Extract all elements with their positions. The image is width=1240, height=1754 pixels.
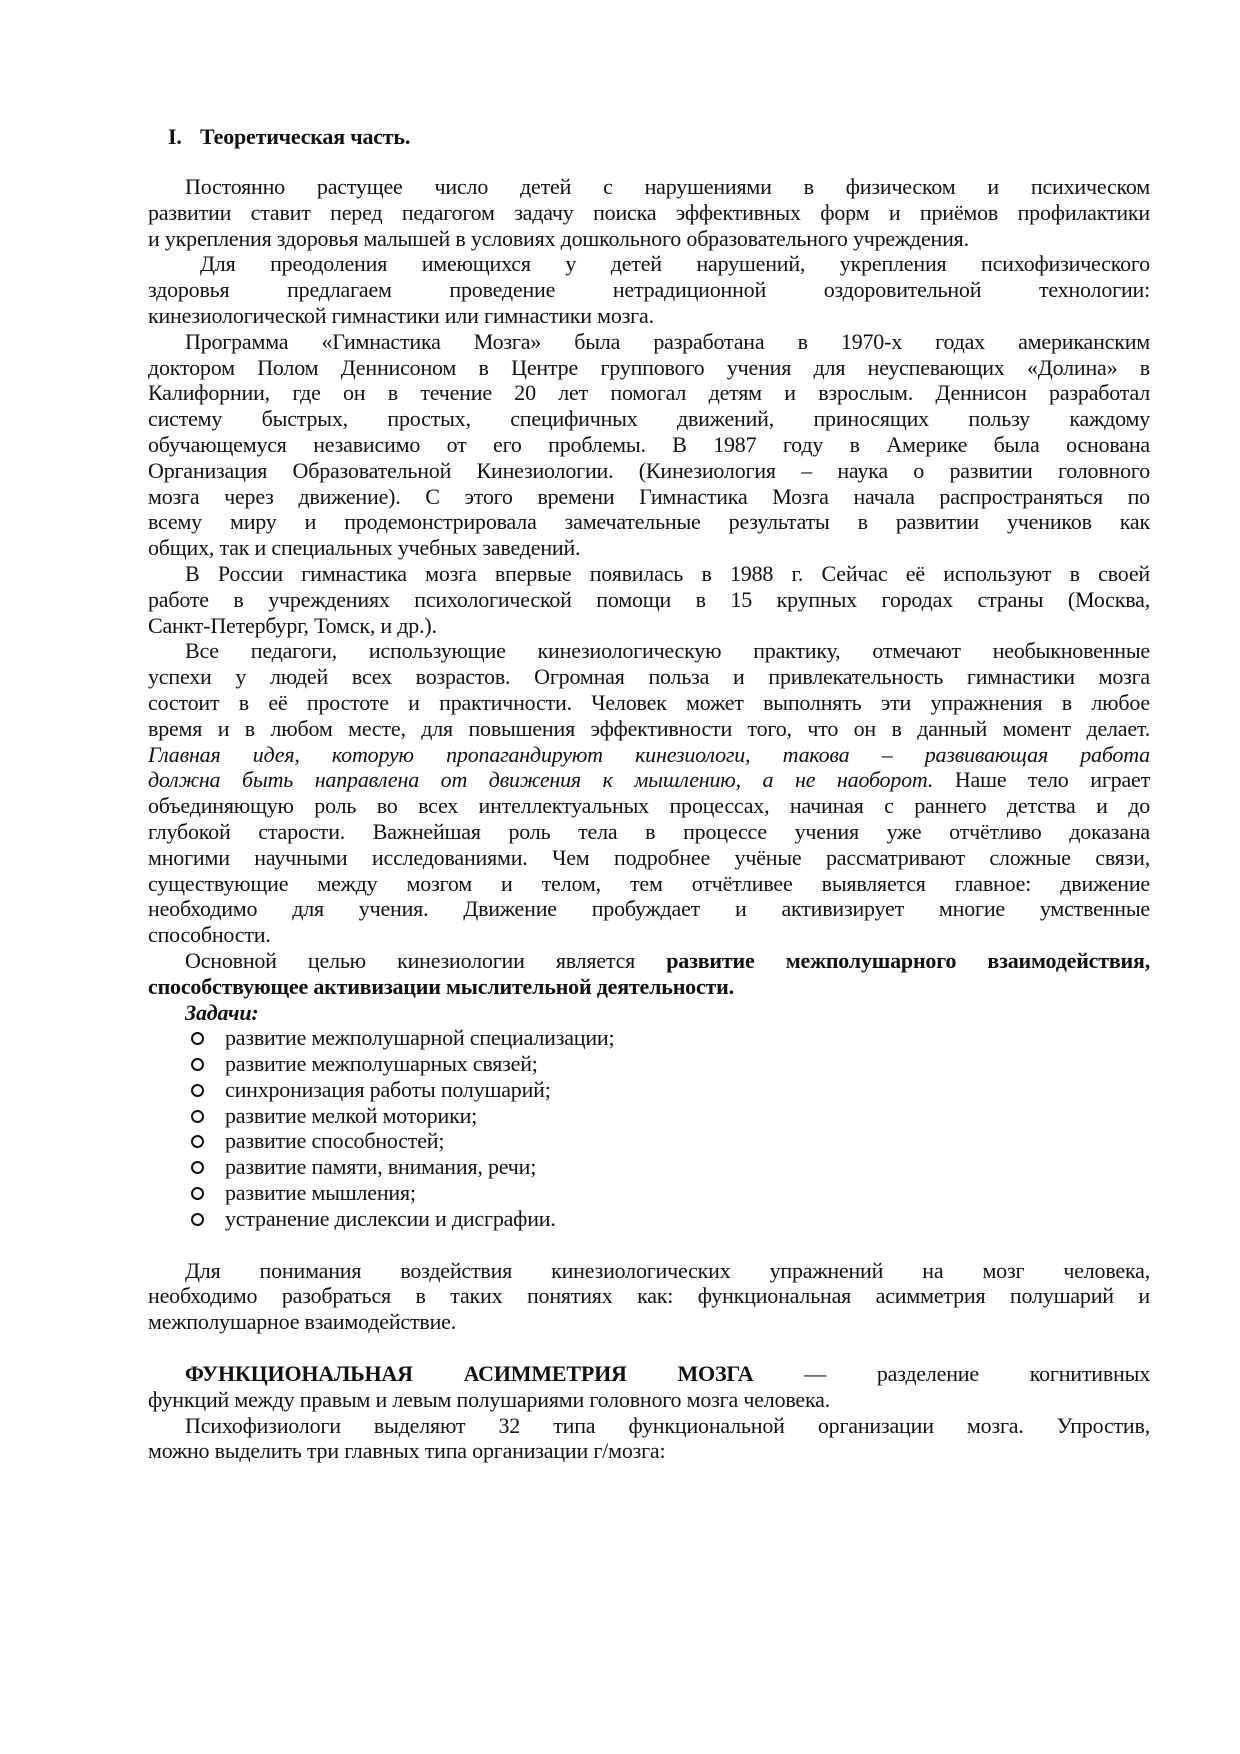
text-line bbox=[148, 587, 1150, 613]
paragraph bbox=[148, 561, 1150, 638]
paragraph bbox=[148, 1258, 1150, 1335]
list-item bbox=[148, 1103, 1150, 1129]
text-segment: В России гимнастика мозга впервые появилась в 1988 г. Сейчас её используют в своей bbox=[185, 560, 1150, 586]
text-line bbox=[148, 896, 1150, 922]
text-segment: общих, так и специальных учебных заведений. bbox=[148, 535, 581, 561]
text-segment: работе в учреждениях психологической помощи в 15 крупных городах страны (Москва, bbox=[148, 586, 1150, 612]
text-segment: — разделение когнитивных bbox=[753, 1361, 1150, 1387]
section-number: I. bbox=[168, 124, 182, 149]
text-segment: Для преодоления имеющихся у детей нарушений, укрепления психофизического bbox=[200, 251, 1150, 277]
paragraph bbox=[148, 329, 1150, 561]
text-line bbox=[148, 226, 1150, 252]
text-line bbox=[148, 1258, 1150, 1284]
text-segment: Все педагоги, использующие кинезиологическую практику, отмечают необыкновенные bbox=[185, 638, 1150, 664]
text-line bbox=[148, 329, 1150, 355]
text-segment: развитии ставит перед педагогом задачу поиска эффективных форм и приёмов профилактики bbox=[148, 199, 1150, 225]
text-line bbox=[148, 355, 1150, 381]
list-item-text: развитие межполушарных связей; bbox=[225, 1051, 538, 1077]
italic-text: должна быть направлена от движения к мышлению, а не наоборот. bbox=[148, 767, 934, 793]
text-line bbox=[148, 200, 1150, 226]
text-segment: систему быстрых, простых, специфичных движений, приносящих пользу каждому bbox=[148, 406, 1150, 432]
text-line bbox=[148, 535, 1150, 561]
text-segment: многими научными исследованиями. Чем подробнее учёные рассматривают сложные связи, bbox=[148, 844, 1150, 870]
paragraph bbox=[148, 1413, 1150, 1465]
text-line bbox=[148, 1387, 1150, 1413]
tasks-list bbox=[148, 1025, 1150, 1231]
text-line bbox=[148, 458, 1150, 484]
circle-bullet-icon bbox=[191, 1110, 204, 1123]
list-item-text: развитие памяти, внимания, речи; bbox=[225, 1154, 537, 1180]
text-segment: необходимо разобраться в таких понятиях как: функциональная асимметрия полушарий и bbox=[148, 1283, 1150, 1309]
tasks-label: Задачи: bbox=[185, 999, 259, 1025]
text-segment: функций между правым и левым полушариями головного мозга человека. bbox=[148, 1386, 831, 1412]
text-segment: Организация Образовательной Кинезиологии. (Кинезиология – наука о развитии головного bbox=[148, 457, 1150, 483]
body-text bbox=[148, 174, 1150, 1000]
text-segment: мозга через движение). С этого времени Гимнастика Мозга начала распространяться по bbox=[148, 483, 1150, 509]
text-line bbox=[148, 1283, 1150, 1309]
text-line bbox=[148, 664, 1150, 690]
text-segment: Санкт-Петербург, Томск, и др.). bbox=[148, 612, 437, 638]
text-line bbox=[148, 716, 1150, 742]
text-segment: Психофизиологи выделяют 32 типа функциональной организации мозга. Упростив, bbox=[185, 1412, 1150, 1438]
paragraph bbox=[148, 948, 1150, 1000]
section-heading bbox=[148, 124, 1150, 150]
text-segment: Постоянно растущее число детей с нарушениями в физическом и психическом bbox=[185, 174, 1150, 199]
list-item bbox=[148, 1154, 1150, 1180]
text-line bbox=[148, 819, 1150, 845]
bold-text: развитие межполушарного взаимодействия, bbox=[666, 947, 1150, 973]
text-line bbox=[148, 174, 1150, 200]
spacer bbox=[148, 1232, 1150, 1258]
text-line bbox=[148, 613, 1150, 639]
text-line bbox=[148, 406, 1150, 432]
text-segment: Для понимания воздействия кинезиологических упражнений на мозг человека, bbox=[185, 1257, 1150, 1283]
list-item bbox=[148, 1128, 1150, 1154]
text-line bbox=[148, 303, 1150, 329]
text-line bbox=[148, 380, 1150, 406]
circle-bullet-icon bbox=[191, 1187, 204, 1200]
text-segment: время и в любом месте, для повышения эффективности того, что он в данный момент делает. bbox=[148, 715, 1150, 741]
list-item-text: развитие межполушарной специализации; bbox=[225, 1025, 615, 1051]
list-item-text: синхронизация работы полушарий; bbox=[225, 1076, 551, 1102]
list-item bbox=[148, 1206, 1150, 1232]
text-line bbox=[148, 742, 1150, 768]
circle-bullet-icon bbox=[191, 1058, 204, 1071]
text-line bbox=[148, 845, 1150, 871]
paragraph bbox=[148, 251, 1150, 328]
text-line bbox=[148, 922, 1150, 948]
text-segment: доктором Полом Деннисоном в Центре группового учения для неуспевающих «Долина» в bbox=[148, 354, 1150, 380]
italic-text: Главная идея, которую пропагандируют кинезиологи, такова – развивающая работа bbox=[148, 741, 1150, 767]
list-item bbox=[148, 1025, 1150, 1051]
section-title: Теоретическая часть. bbox=[200, 124, 411, 149]
text-line bbox=[148, 277, 1150, 303]
text-line bbox=[148, 432, 1150, 458]
text-segment: способности. bbox=[148, 922, 271, 948]
text-segment: существующие между мозгом и телом, тем отчётливее выявляется главное: движение bbox=[148, 870, 1150, 896]
text-segment: успехи у людей всех возрастов. Огромная польза и привлекательность гимнастики мозга bbox=[148, 664, 1150, 690]
paragraph bbox=[148, 638, 1150, 948]
text-segment: и укрепления здоровья малышей в условиях дошкольного образовательного учреждения. bbox=[148, 225, 969, 251]
text-line bbox=[148, 561, 1150, 587]
text-segment: необходимо для учения. Движение пробуждает и активизирует многие умственные bbox=[148, 896, 1150, 922]
text-line bbox=[148, 948, 1150, 974]
circle-bullet-icon bbox=[191, 1135, 204, 1148]
text-line bbox=[148, 793, 1150, 819]
bold-text: способствующее активизации мыслительной деятельности. bbox=[148, 973, 734, 999]
text-line bbox=[148, 509, 1150, 535]
paragraph bbox=[148, 1361, 1150, 1413]
list-item bbox=[148, 1180, 1150, 1206]
circle-bullet-icon bbox=[191, 1084, 204, 1097]
text-line bbox=[148, 1309, 1150, 1335]
text-segment: можно выделить три главных типа организации г/мозга: bbox=[148, 1438, 666, 1464]
bold-text: ФУНКЦИОНАЛЬНАЯ АСИММЕТРИЯ МОЗГА bbox=[185, 1361, 754, 1387]
text-segment: объединяющую роль во всех интеллектуальных процессах, начиная с раннего детства и до bbox=[148, 793, 1150, 819]
list-item bbox=[148, 1051, 1150, 1077]
text-line bbox=[148, 484, 1150, 510]
text-segment: Программа «Гимнастика Мозга» была разработана в 1970-х годах американским bbox=[185, 328, 1150, 354]
text-line bbox=[148, 974, 1150, 1000]
text-segment: здоровья предлагаем проведение нетрадиционной оздоровительной технологии: bbox=[148, 277, 1150, 303]
text-line bbox=[148, 638, 1150, 664]
text-line bbox=[148, 690, 1150, 716]
spacer bbox=[148, 1335, 1150, 1361]
text-segment: обучающемуся независимо от его проблемы. В 1987 году в Америке была основана bbox=[148, 431, 1150, 457]
list-item-text: развитие мышления; bbox=[225, 1180, 416, 1206]
text-line bbox=[148, 871, 1150, 897]
text-segment: глубокой старости. Важнейшая роль тела в процессе учения уже отчётливо доказана bbox=[148, 818, 1150, 844]
circle-bullet-icon bbox=[191, 1161, 204, 1174]
body-text bbox=[148, 1258, 1150, 1335]
list-item-text: устранение дислексии и дисграфии. bbox=[225, 1205, 556, 1231]
list-item bbox=[148, 1077, 1150, 1103]
text-line bbox=[148, 1413, 1150, 1439]
circle-bullet-icon bbox=[191, 1032, 204, 1045]
circle-bullet-icon bbox=[191, 1213, 204, 1226]
text-segment: всему миру и продемонстрировала замечательные результаты в развитии учеников как bbox=[148, 509, 1150, 535]
paragraph bbox=[148, 174, 1150, 251]
document-page bbox=[148, 124, 1150, 1464]
text-segment: Наше тело играет bbox=[933, 767, 1150, 793]
text-line bbox=[148, 251, 1150, 277]
text-line bbox=[148, 1438, 1150, 1464]
text-segment: кинезиологической гимнастики или гимнастики мозга. bbox=[148, 302, 654, 328]
text-line bbox=[148, 1361, 1150, 1387]
list-item-text: развитие способностей; bbox=[225, 1128, 445, 1154]
text-line bbox=[148, 767, 1150, 793]
list-item-text: развитие мелкой моторики; bbox=[225, 1102, 478, 1128]
text-segment: Основной целью кинезиологии является bbox=[185, 947, 667, 973]
text-segment: состоит в её простоте и практичности. Человек может выполнять эти упражнения в любое bbox=[148, 689, 1150, 715]
text-segment: межполушарное взаимодействие. bbox=[148, 1309, 457, 1335]
body-text bbox=[148, 1361, 1150, 1464]
text-segment: Калифорнии, где он в течение 20 лет помогал детям и взрослым. Деннисон разработал bbox=[148, 380, 1150, 406]
